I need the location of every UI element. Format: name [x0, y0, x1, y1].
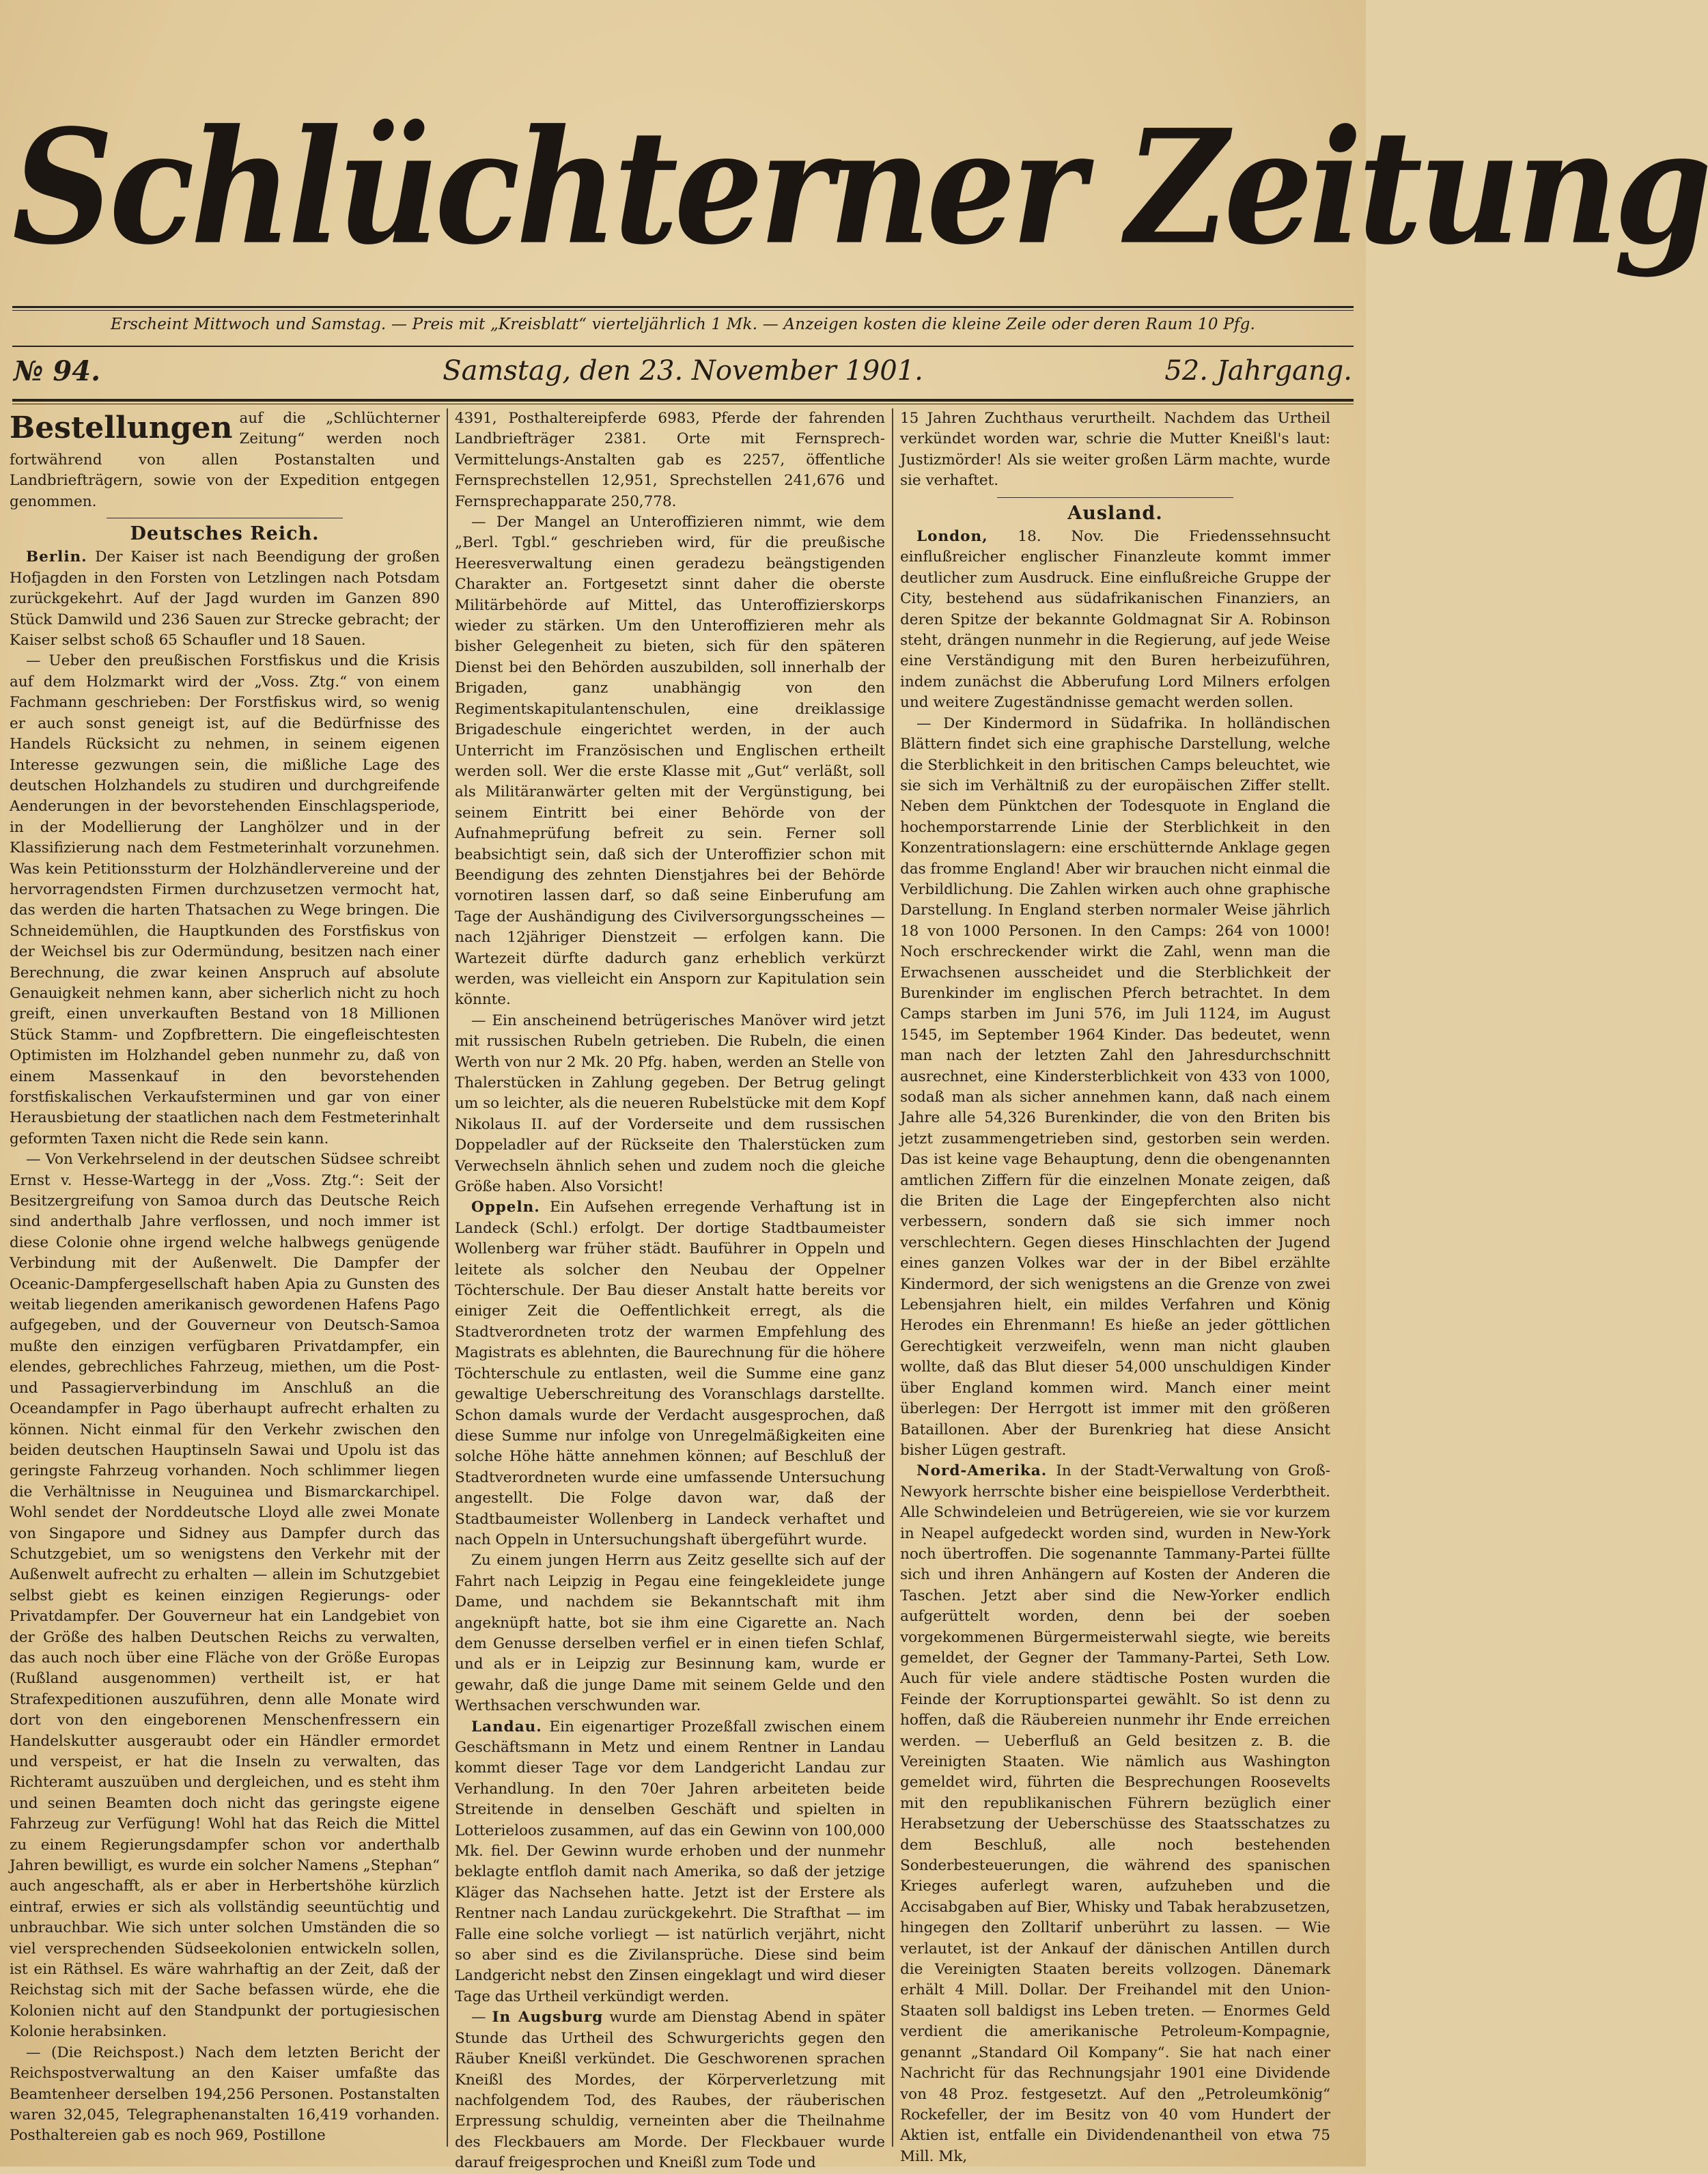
article-london: [900, 527, 1330, 714]
column-3: [900, 408, 1330, 2165]
article-keyword: Landau.: [471, 1718, 542, 1736]
article-reichspost-cont: 4391, Posthaltereipferde 6983, Pferde der fahrenden Landbriefträger 2381. Orte mit Fernsprech-Vermittelungs-Anstalten gab es 2257, öffentliche Fernsprechstellen 12,951, Sprechstellen 241,676 und Fernsprechapparate 250,778.: [455, 410, 885, 510]
column-1: [10, 408, 440, 2157]
subscription-text: auf die „Schlüchterner Zeitung“ werden noch fortwährend von allen Postanstalten und Landbriefträgern, sowie von der Expedition entgegen genommen.: [10, 410, 440, 510]
column-rule: [447, 408, 448, 2147]
issue-volume: 52. Jahrgang.: [1164, 355, 1352, 387]
article-unteroffiziere: — Der Mangel an Unteroffizieren nimmt, wie dem „Berl. Tgbl.“ geschrieben wird, für die preußische Heeresverwaltung einen geradezu beängstigenden Charakter an. Fortgesetzt sinnt daher die oberste Militärbehörde auf Mittel, das Unteroffizierskorps wieder zu stärken. Um den Unteroffizieren mehr als bisher Gelegenheit zu bieten, sich für den späteren Dienst bei den Behörden auszubilden, soll innerhalb der Brigaden, ganz unabhängig von den Regimentskapitulantenschulen, eine dreiklassige Brigadeschule eingerichtet werden, in der auch Unterricht im Französischen und Englischen ertheilt werden soll. Wer die erste Klasse mit „Gut“ verläßt, soll als Militäranwärter gelten mit der Vergünstigung, bei seinem Eintritt bei einer Behörde von der Aufnahmeprüfung befreit zu sein. Ferner soll beabsichtigt sein, daß sich der Unteroffizier schon mit Beendigung des zehnten Dienstjahres bei der Behörde vornotiren lassen darf, so daß seine Einberufung am Tage der Aushändigung des Civilversorgungsscheines — nach 12jähriger Dienstzeit — erfolgen kann. Die Wartezeit dürfte dadurch ganz erheblich verkürzt werden, was vielleicht ein Ansporn zur Kapitulation sein könnte.: [455, 514, 885, 1009]
issue-date: Samstag, den 23. November 1901.: [443, 355, 923, 387]
masthead-title: Schlüchterner Zeitung: [12, 96, 1708, 280]
article-landau: [455, 1717, 885, 2008]
article-zeitz: Zu einem jungen Herrn aus Zeitz gesellte sich auf der Fahrt nach Leipzig in Pegau eine feingekleidete junge Dame, und nachdem sie Bekanntschaft mit ihm angeknüpft hatte, bot sie ihm eine Cigarette an. Nach dem Genusse derselben verfiel er in einen tiefen Schlaf, und als er in Leipzig zur Besinnung kam, wurde er gewahr, daß die junge Dame mit seinem Gelde und den Werthsachen verschwunden war.: [455, 1552, 885, 1715]
article-oppeln: [455, 1197, 885, 1550]
section-divider: [997, 497, 1234, 498]
subscription-notice: [10, 408, 440, 512]
article-berlin: [10, 547, 440, 651]
article-keyword: Oppeln.: [471, 1199, 540, 1216]
issue-row: [14, 355, 1352, 398]
article-augsburg-cont: 15 Jahren Zuchthaus verurtheilt. Nachdem das Urtheil verkündet worden war, schrie die Mutter Kneißl's laut: Justizmörder! Als sie weiter großen Lärm machte, wurde sie verhaftet.: [900, 410, 1330, 490]
issue-rule: [12, 399, 1354, 402]
article-nord-amerika: [900, 1461, 1330, 2167]
article-text: 18. Nov. Die Friedenssehnsucht einflußreicher englischer Finanzleute kommt immer deutlicher zum Ausdruck. Eine einflußreiche Gruppe der City, bestehend aus südafrikanischen Finanziers, an deren Spitze der bekannte Goldmagnat Sir A. Robinson steht, drängen nunmehr in die Regierung, auf jede Weise eine Verständigung mit den Buren herbeizuführen, indem zunächst die Abberufung Lord Milners erfolgen und weitere Zugeständnisse gemacht werden sollen.: [900, 528, 1330, 712]
column-rule: [892, 408, 893, 2147]
section-heading-deutsches-reich: Deutsches Reich.: [130, 523, 320, 545]
article-keyword: In Augsburg: [492, 2009, 604, 2026]
section-heading-ausland: Ausland.: [1067, 502, 1163, 524]
article-augsburg: — In Augsburg wurde am Dienstag Abend in später Stunde das Urtheil des Schwurgerichts gegen den Räuber Kneißl verkündet. Die Geschworenen sprachen Kneißl des Mordes, der Körperverletzung mit nachfolgendem Tod, des Raubes, der räuberischen Erpressung schuldig, verneinten aber die Theilnahme des Fleckbauers am Morde. Der Fleckbauer wurde darauf freigesprochen und Kneißl zum Tode und: [455, 2009, 886, 2172]
masthead-rule-thin: [12, 310, 1354, 311]
subscription-keyword: Bestellungen: [10, 410, 233, 445]
article-text: Ein Aufsehen erregende Verhaftung ist in Landeck (Schl.) erfolgt. Der dortige Stadtbaumeister Wollenberg war früher städt. Bauführer in Oppeln und leitete als solcher den Neubau der Oppelner Töchterschule. Der Bau dieser Anstalt hatte bereits vor einiger Zeit die Oeffentlichkeit erregt, als die Stadtverordneten trotz der warmen Empfehlung des Magistrats es ablehnten, die Baurechnung für die höhere Töchterschule zu entlasten, weil die Summe eine ganz gewaltige Ueberschreitung des Voranschlags darstellte. Schon damals wurde der Verdacht ausgesprochen, daß diese Summe nur infolge von Unregelmäßigkeiten eine solche Höhe hätte annehmen können; auf Beschluß der Stadtverordneten wurde eine umfassende Untersuchung angestellt. Die Folge davon war, daß der Stadtbaumeister Wollenberg in Landeck verhaftet und nach Oppeln in Untersuchungshaft übergeführt wurde.: [455, 1199, 885, 1548]
article-suedsee: — Von Verkehrselend in der deutschen Südsee schreibt Ernst v. Hesse-Wartegg in der „Voss. Ztg.“: Seit der Besitzergreifung von Samoa durch das Deutsche Reich sind anderthalb Jahre verflossen, und noch immer ist diese Colonie ohne irgend welche halbwegs genügende Verbindung mit der Außenwelt. Die Dampfer der Oceanic-Dampfergesellschaft haben Apia zu Gunsten des weitab liegenden amerikanisch gewordenen Hafens Pago aufgegeben, und der Gouverneur von Deutsch-Samoa mußte den einzigen verfügbaren Privatdampfer, ein elendes, gebrechliches Fahrzeug, miethen, um die Post- und Passagierverbindung im Anschluß an die Oceandampfer in Pago überhaupt aufrecht erhalten zu können. Nicht einmal für den Verkehr zwischen den beiden deutschen Hauptinseln Sawai und Upolu ist das geringste Fahrzeug vorhanden. Noch schlimmer liegen die Verhältnisse in Neuguinea und Bismarckarchipel. Wohl sendet der Norddeutsche Lloyd alle zwei Monate von Singapore und Sidney aus Dampfer durch das Schutzgebiet, um so wenigstens den Verkehr mit der Außenwelt aufrecht zu erhalten — allein im Schutzgebiet selbst giebt es keinen einzigen Regierungs- oder Privatdampfer. Der Gouverneur hat ein Landgebiet von der Größe des halben Deutschen Reichs zu verwalten, das auch noch über eine Fläche von der Größe Europas (Rußland ausgenommen) vertheilt ist, er hat Strafexpeditionen auszuführen, denn alle Monate wird dort von den eingeborenen Menschenfressern ein Handelskutter ausgeraubt oder ein Händler ermordet und verspeist, er hat die Inseln zu verwalten, das Richteramt auszuüben und dergleichen, und es steht ihm und seinen Beamten doch nicht das geringste eigene Fahrzeug zur Verfügung! Wohl hat das Reich die Mittel zu einem Regierungsdampfer schon vor anderthalb Jahren bewilligt, es wurde ein solcher Namens „Stephan“ auch angeschafft, als er aber in Herbertshöhe kürzlich eintraf, erwies er sich als vollständig seeuntüchtig und unbrauchbar. Wie sich unter solchen Umständen die so viel versprechenden Südseekolonien entwickeln sollen, ist ein Räthsel. Es wäre wahrhaftig an der Zeit, daß der Reichstag sich mit der Sache befassen würde, ehe die Kolonien nicht auf den Standpunkt der portugiesischen Kolonie herabsinken.: [10, 1151, 440, 2041]
article-forstfiskus: — Ueber den preußischen Forstfiskus und die Krisis auf dem Holzmarkt wird der „Voss. Ztg.“ von einem Fachmann geschrieben: Der Forstfiskus wird, so wenig er auch sonst geneigt ist, auf die Bedürfnisse des Handels Rücksicht zu nehmen, in seinem eigenen Interesse gezwungen sein, die mißliche Lage des deutschen Holzhandels zu studiren und durchgreifende Aenderungen in der bevorstehenden Einschlagsperiode, in der Modellierung der Langhölzer und in der Klassifizierung nach dem Festmeterinhalt vorzunehmen. Was kein Petitionssturm der Holzhändlervereine und der hervorragendsten Firmen durchzusetzen vermocht hat, das werden die harten Thatsachen zu Wege bringen. Die Schneidemühlen, die Hauptkunden des Forstfiskus von der Weichsel bis zur Odermündung, besitzen nach einer Berechnung, die zwar keinen Anspruch auf absolute Genauigkeit nehmen kann, aber sicherlich nicht zu hoch greift, einen unverkauften Bestand von 18 Millionen Stück Stamm- und Zopfbrettern. Die eingefleischtesten Optimisten im Holzhandel geben nunmehr zu, daß von einem Massenkauf in den bevorstehenden forstfiskalischen Verkaufsterminen und gar von einer Herausbietung der staatlichen nach dem Festmeterinhalt geformten Taxen nicht die Rede sein kann.: [10, 652, 440, 1147]
article-text: Ein eigenartiger Prozeßfall zwischen einem Geschäftsmann in Metz und einem Rentner in Landau kommt dieser Tage vor dem Landgericht Landau zur Verhandlung. In den 70er Jahren arbeiteten beide Streitende in denselben Geschäft und spielten in Lotterieloos zusammen, auf das ein Gewinn von 100,000 Mk. fiel. Der Gewinn wurde erhoben und der nunmehr beklagte entfloh damit nach Amerika, so daß der jetzige Kläger das Nachsehen hatte. Jetzt ist der Erstere als Rentner nach Landau zurückgekehrt. Die Strafthat — im Falle eine solche vorliegt — ist natürlich verjährt, nicht so aber sind es die Zivilansprüche. Diese sind beim Landgericht nebst den Zinsen eingeklagt und wird dieser Tage das Urtheil verkündigt werden.: [455, 1718, 885, 2005]
article-kindermord: — Der Kindermord in Südafrika. In holländischen Blättern findet sich eine graphische Darstellung, welche die Sterblichkeit in den britischen Camps beleuchtet, wie sie sich im Verhältniß zu der europäischen Ziffer stellt. Neben dem Pünktchen der Todesquote in England die hochemporstarrende Linie der Sterblichkeit in den Konzentrationslagern: eine erschütternde Anklage gegen das fromme England! Aber wir brauchen nicht einmal die Verbildlichung. Die Zahlen wirken auch ohne graphische Darstellung. In England sterben normaler Weise jährlich 18 von 1000 Personen. In den Camps: 264 von 1000! Noch erschreckender wirkt die Zahl, wenn man die Erwachsenen ausscheidet und die Sterblichkeit der Burenkinder im englischen Pferch betrachtet. In dem Camps starben im Juni 576, im Juli 1124, im August 1545, im September 1964 Kinder. Das bedeutet, wenn man nach der letzten Zahl den Jahresdurchschnitt ausrechnet, eine Kindersterblichkeit von 433 von 1000, sodaß man als sicher annehmen kann, daß nach einem Jahre alle 54,326 Burenkinder, die von den Briten bis jetzt zusammengetrieben sind, gestorben sein werden. Das ist keine vage Behauptung, denn die obengenannten amtlichen Ziffern für die einzelnen Monate zeigen, daß die Briten die Lage der Eingepferchten also nicht verbessern, sondern daß sie sich immer noch verschlechtern. Gegen dieses Hinschlachten der Jugend eines ganzen Volkes war der in der Bibel erzählte Kindermord, der sich wenigstens an die Grenze von zwei Lebensjahren hielt, ein mildes Verfahren und König Herodes ein Ehrenmann! Es hieße an jeder göttlichen Gerechtigkeit verzweifeln, wenn man nicht glauben wollte, daß das Blut dieser 54,000 unschuldigen Kinder über England kommen wird. Manch einer meint überlegen: Der Herrgott ist immer mit den größeren Bataillonen. Aber der Burenkrieg hat diese Ansicht bisher Lügen gestraft.: [900, 714, 1330, 1459]
masthead-rule: [12, 306, 1354, 308]
article-text: Der Kaiser ist nach Beendigung der großen Hofjagden in den Forsten von Letzlingen nach Potsdam zurückgekehrt. Auf der Jagd wurden im Ganzen 890 Stück Damwild und 236 Sauen zur Strecke gebracht; der Kaiser selbst schoß 65 Schaufler und 18 Sauen.: [10, 548, 440, 650]
issue-number: № 94.: [14, 355, 100, 387]
article-keyword: Nord-Amerika.: [916, 1462, 1048, 1480]
tagline-rule: [12, 346, 1354, 347]
article-rubeln: — Ein anscheinend betrügerisches Manöver wird jetzt mit russischen Rubeln getrieben. Die Rubeln, die einen Werth von nur 2 Mk. 20 Pfg. haben, werden an Stelle von Thalerstücken in Zahlung gegeben. Der Betrug gelingt um so leichter, als die neueren Rubelstücke mit dem Kopf Nikolaus II. auf der Vorderseite und dem russischen Doppeladler auf der Rückseite den Thalerstücken zum Verwechseln ähnlich sehen und zudem noch die gleiche Größe haben. Also Vorsicht!: [455, 1012, 885, 1196]
article-keyword: Berlin.: [26, 548, 87, 566]
article-keyword: London,: [916, 528, 988, 546]
article-text: wurde am Dienstag Abend in später Stunde das Urtheil des Schwurgerichts gegen den Räuber Kneißl verkündet. Die Geschworenen sprachen Kneißl des Mordes, der Körperverletzung mit nachfolgendem Tod, des Raubes, der räuberischen Erpressung schuldig, verneinten aber die Theilnahme des Fleckbauers am Morde. Der Fleckbauer wurde darauf freigesprochen und Kneißl zum Tode und: [455, 2009, 886, 2172]
article-reichspost: — (Die Reichspost.) Nach dem letzten Bericht der Reichspostverwaltung an den Kaiser umfaßte das Beamtenheer derselben 194,256 Personen. Postanstalten waren 32,045, Telegraphenanstalten 16,419 vorhanden. Posthaltereien gab es noch 969, Postillone: [10, 2044, 440, 2145]
column-2: [455, 408, 886, 2172]
tagline: Erscheint Mittwoch und Samstag. — Preis mit „Kreisblatt“ vierteljährlich 1 Mk. — Anzeigen kosten die kleine Zeile oder deren Raum 10 Pfg.: [110, 316, 1256, 333]
article-text: In der Stadt-Verwaltung von Groß-Newyork herrschte bisher eine beispiellose Verderbtheit. Alle Schwindeleien und Betrügereien, wie sie vor kurzem in Neapel aufgedeckt worden sind, wurden in New-York noch übertroffen. Die sogenannte Tammany-Partei füllte sich und ihren Anhängern auf Kosten der Anderen die Taschen. Jetzt aber sind die New-Yorker endlich aufgerüttelt worden, denn bei der soeben vorgekommenen Bürgermeisterwahl siegte, wie bereits gemeldet, der Gegner der Tammany-Partei, Seth Low. Auch für viele andere städtische Posten wurden die Feinde der Korruptionspartei gewählt. So ist denn zu hoffen, daß die Räubereien nunmehr ihr Ende erreichen werden. — Ueberfluß an Geld besitzen z. B. die Vereinigten Staaten. Wie nämlich aus Washington gemeldet wird, führten die Besprechungen Roosevelts mit den republikanischen Führern bezüglich einer Herabsetzung der Ueberschüsse des Staatsschatzes zu dem Beschluß, alle noch bestehenden Sonderbesteuerungen, die während des spanischen Krieges auferlegt waren, aufzuheben und die Accisabgaben auf Bier, Whisky und Tabak herabzusetzen, hingegen den Zolltarif unberührt zu lassen. — Wie verlautet, ist der Ankauf der dänischen Antillen durch die Vereinigten Staaten bereits vollzogen. Dänemark erhält 4 Mill. Dollar. Der Freihandel mit den Union-Staaten soll baldigst ins Leben treten. — Enormes Geld verdient die amerikanische Petroleum-Kompagnie, genannt „Standard Oil Kompany“. Sie hat nach einer Nachricht für das Rechnungsjahr 1901 eine Dividende von 48 Proz. festgesetzt. Auf den „Petroleumkönig“ Rockefeller, der im Besitz von 40 vom Hundert der Aktien ist, entfalle ein Dividendenantheil von etwa 75 Mill. Mk,: [900, 1462, 1330, 2165]
